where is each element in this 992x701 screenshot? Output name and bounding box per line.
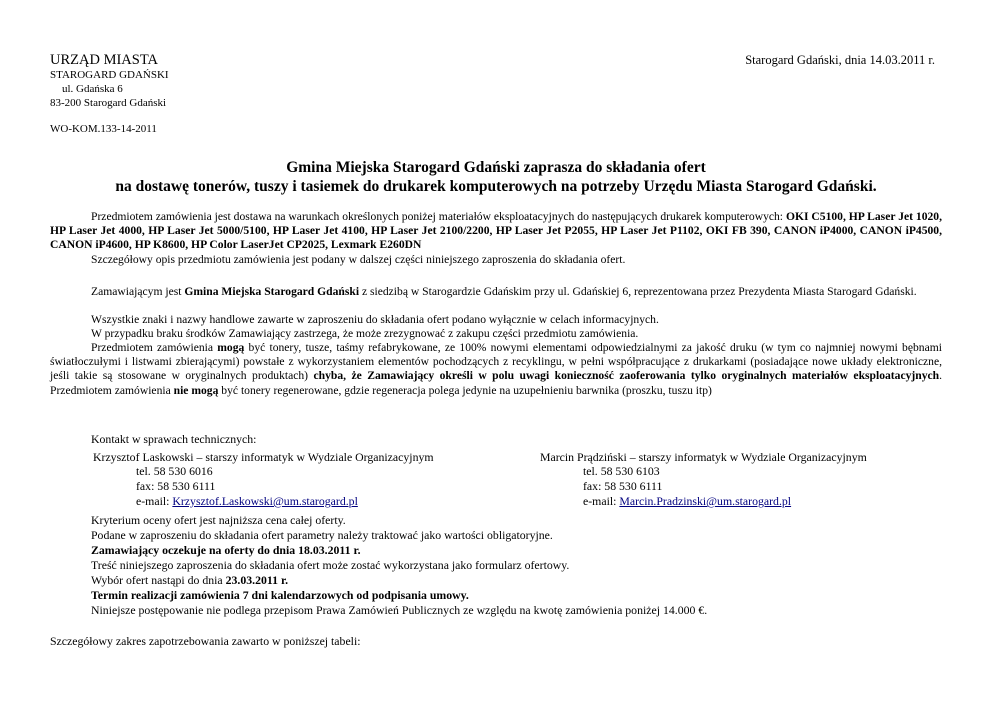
reference-number: WO-KOM.133-14-2011 [50, 123, 157, 135]
scope-text-4: być tonery regenerowane, gdzie regeneracja polega jedynie na uzupełnieniu barwnika (proszku, tuszu itp) [218, 383, 712, 397]
contact-right-fax: fax: 58 530 6111 [583, 479, 663, 493]
printer-list: OKI C5100, HP Laser Jet 1020, HP Laser Jet 4000, HP Laser Jet 5000/5100, HP Laser Jet 4100, HP Laser Jet 2100/2200, HP Laser Jet P2055, HP Laser Jet P1102, OKI FB 390, CANON iP4000, CANON iP4500, CANON iP4600, HP K8600, HP Color LaserJet CP2025, Lexmark E260DN [50, 210, 942, 252]
contact-left-email-label: e-mail: [136, 494, 173, 508]
contact-right-email-row [583, 494, 791, 509]
term-law: Niniejsze postępowanie nie podlega przepisom Prawa Zamówień Publicznych ze względu na kwotę zamówienia poniżej 14.000 €. [91, 603, 708, 617]
title-line-1: Gmina Miejska Starogard Gdański zaprasza do składania ofert [286, 159, 706, 176]
ordering-party-text: Zamawiającym jest [91, 285, 185, 298]
term-deadline [91, 543, 361, 558]
table-intro: Szczegółowy zakres zapotrzebowania zawarto w poniższej tabeli: [50, 634, 361, 648]
scope-bold-1: mogą [217, 341, 245, 354]
scope-paragraph [50, 341, 942, 398]
term-deadline-text: Zamawiający oczekuje na oferty do dnia 18.03.2011 r. [91, 543, 361, 557]
term-selection [91, 573, 288, 588]
contact-right-email-link[interactable]: Marcin.Pradzinski@um.starogard.pl [619, 494, 792, 508]
contact-left-name: Krzysztof Laskowski – starszy informatyk w Wydziale Organizacyjnym [93, 450, 434, 464]
place-date: Starogard Gdański, dnia 14.03.2011 r. [745, 53, 935, 67]
contact-right-name: Marcin Prądziński – starszy informatyk w Wydziale Organizacyjnym [540, 450, 867, 464]
scope-text-2: być tonery, tusze, taśmy refabrykowane, ze 100% nowymi elementami odpowiedzialnymi za jakość druku (w tym co najmniej nowymi bębnami światłoczułymi i listwami zbierającymi) powstałe z wykorzystaniem elementów pochodzących z recyklingu, w pełni współpracujące z drukarkami (posiadające nowe układy elektroniczne, jeśli takie są stosowane w oryginalnych produktach) [50, 341, 942, 383]
term-realization [91, 588, 469, 603]
detail-paragraph: Szczegółowy opis przedmiotu zamówienia jest podany w dalszej części niniejszego zaproszenia do składania ofert. [91, 253, 626, 266]
office-name: URZĄD MIASTA [50, 52, 158, 68]
contact-left-fax: fax: 58 530 6111 [136, 479, 216, 493]
contact-left-email-row [136, 494, 358, 509]
intro-paragraph [50, 210, 942, 253]
contact-left-tel: tel. 58 530 6016 [136, 464, 213, 478]
scope-text-1: Przedmiotem zamówienia [91, 341, 218, 354]
ordering-party-paragraph [50, 285, 942, 299]
contact-heading: Kontakt w sprawach technicznych: [91, 432, 257, 446]
office-city: STAROGARD GDAŃSKI [50, 69, 169, 81]
term-selection-text: Wybór ofert nastąpi do dnia [91, 573, 226, 587]
office-street: ul. Gdańska 6 [62, 83, 123, 95]
term-form: Treść niniejszego zaproszenia do składania ofert może zostać wykorzystana jako formularz ofertowy. [91, 558, 570, 572]
trademark-paragraph: Wszystkie znaki i nazwy handlowe zawarte w zaproszeniu do składania ofert podano wyłącznie w celach informacyjnych. [91, 313, 659, 326]
funds-paragraph: W przypadku braku środków Zamawiający zastrzega, że może zrezygnować z zakupu części przedmiotu zamówienia. [91, 327, 639, 340]
scope-bold-2: chyba, że Zamawiający określi w polu uwagi konieczność zaoferowania tylko oryginalnych materiałów eksploatacyjnych [313, 369, 940, 383]
term-realization-text: Termin realizacji zamówienia 7 dni kalendarzowych od podpisania umowy. [91, 588, 469, 602]
scope-bold-3: nie mogą [173, 383, 219, 397]
term-selection-date: 23.03.2011 r. [225, 573, 289, 587]
contact-right-tel: tel. 58 530 6103 [583, 464, 660, 478]
intro-text: Przedmiotem zamówienia jest dostawa na warunkach określonych poniżej materiałów eksploatacyjnych do następujących drukarek komputerowych: [91, 210, 786, 223]
ordering-party-name: Gmina Miejska Starogard Gdański [184, 285, 360, 298]
contact-right-email-label: e-mail: [583, 494, 620, 508]
ordering-party-text-2: z siedzibą w Starogardzie Gdańskim przy ul. Gdańskiej 6, reprezentowana przez Prezydenta Miasta Starogard Gdański. [359, 285, 917, 298]
term-criterion: Kryterium oceny ofert jest najniższa cena całej oferty. [91, 513, 346, 527]
title-line-2: na dostawę tonerów, tuszy i tasiemek do drukarek komputerowych na potrzeby Urzędu Miasta Starogard Gdański. [115, 178, 877, 195]
office-postal: 83-200 Starogard Gdański [50, 97, 167, 109]
term-parameters: Podane w zaproszeniu do składania ofert parametry należy traktować jako wartości obligatoryjne. [91, 528, 553, 542]
scope-text-3: . Przedmiotem zamówienia [50, 369, 942, 397]
contact-left-email-link[interactable]: Krzysztof.Laskowski@um.starogard.pl [172, 494, 358, 508]
